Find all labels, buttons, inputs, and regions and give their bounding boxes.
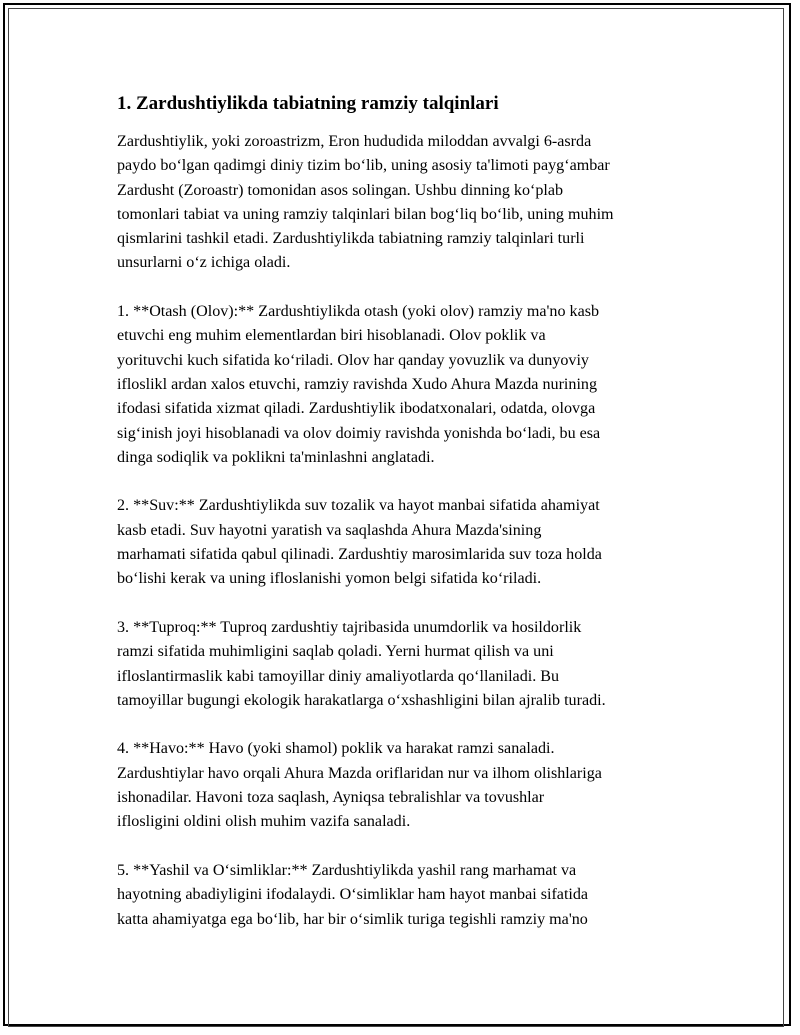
text-line: tamoyillar bugungi ekologik harakatlarga o‘xshashligini bilan ajralib turadi. <box>117 691 606 709</box>
text-line: iflosligini oldini olish muhim vazifa sanaladi. <box>117 813 411 831</box>
text-line: Zardushtiylik, yoki zoroastrizm, Eron hududida miloddan avvalgi 6-asrda <box>117 133 592 150</box>
paragraph <box>117 300 677 470</box>
paragraph <box>117 859 677 932</box>
text-line: ishonadilar. Havoni toza saqlash, Ayniqsa tebralishlar va tovushlar <box>117 789 545 807</box>
text-line: Zardusht (Zoroastr) tomonidan asos solingan. Ushbu dinning ko‘plab <box>117 181 564 199</box>
text-line: ifodasi sifatida xizmat qiladi. Zardushtiylik ibodatxonalari, odatda, olovga <box>117 400 596 418</box>
text-line: dinga sodiqlik va poklikni ta'minlashni anglatadi. <box>117 448 435 466</box>
text-line: Zardushtiylar havo orqali Ahura Mazda oriflaridan nur va ilhom olishlariga <box>117 764 602 782</box>
text-line: qismlarini tashkil etadi. Zardushtiylikda tabiatning ramziy talqinlari turli <box>117 230 585 248</box>
text-line: yorituvchi kuch sifatida ko‘riladi. Olov har qanday yovuzlik va dunyoviy <box>117 351 589 369</box>
text-line: katta ahamiyatga ega bo‘lib, har bir o‘simlik turiga tegishli ramziy ma'no <box>117 910 588 928</box>
text-line: hayotning abadiyligini ifodalaydi. O‘simliklar ham hayot manbai sifatida <box>117 886 589 904</box>
text-line: 3. **Tuproq:** Tuproq zardushtiy tajribasida unumdorlik va hosildorlik <box>117 618 582 636</box>
paragraph <box>117 737 677 834</box>
text-line: ifloslantirmaslik kabi tamoyillar diniy amaliyotlarda qo‘llaniladi. Bu <box>117 667 560 685</box>
text-line: 1. **Otash (Olov):** Zardushtiylikda otash (yoki olov) ramziy ma'no kasb <box>117 303 600 321</box>
text-line: 5. **Yashil va O‘simliklar:** Zardushtiylikda yashil rang marhamat va <box>117 861 577 879</box>
text-line: tomonlari tabiat va uning ramziy talqinlari bilan bog‘liq bo‘lib, uning muhim <box>117 205 614 223</box>
text-line: etuvchi eng muhim elementlardan biri hisoblanadi. Olov poklik va <box>117 327 546 345</box>
text-line: sig‘inish joyi hisoblanadi va olov doimiy ravishda yonishda bo‘ladi, bu esa <box>117 424 601 442</box>
text-line: marhamati sifatida qabul qilinadi. Zardushtiy marosimlarida suv toza holda <box>117 546 602 564</box>
text-line: ramzi sifatida muhimligini saqlab qoladi. Yerni hurmat qilish va uni <box>117 643 554 661</box>
text-line: bo‘lishi kerak va uning ifloslanishi yomon belgi sifatida ko‘riladi. <box>117 570 542 588</box>
paragraph <box>117 616 677 713</box>
document-body <box>117 91 677 956</box>
paragraph <box>117 130 677 276</box>
text-line: paydo bo‘lgan qadimgi diniy tizim bo‘lib, uning asosiy ta'limoti payg‘ambar <box>117 157 610 175</box>
section-heading: 1. Zardushtiylikda tabiatning ramziy talqinlari <box>117 93 499 114</box>
paragraph-list <box>117 130 677 932</box>
text-line: ifloslikl ardan xalos etuvchi, ramziy ravishda Xudo Ahura Mazda nurining <box>117 375 598 393</box>
paragraph <box>117 494 677 591</box>
text-line: 4. **Havo:** Havo (yoki shamol) poklik va harakat ramzi sanaladi. <box>117 740 555 758</box>
text-line: unsurlarni o‘z ichiga oladi. <box>117 254 291 272</box>
text-line: 2. **Suv:** Zardushtiylikda suv tozalik va hayot manbai sifatida ahamiyat <box>117 497 600 515</box>
text-line: kasb etadi. Suv hayotni yaratish va saqlashda Ahura Mazda'sining <box>117 521 542 539</box>
